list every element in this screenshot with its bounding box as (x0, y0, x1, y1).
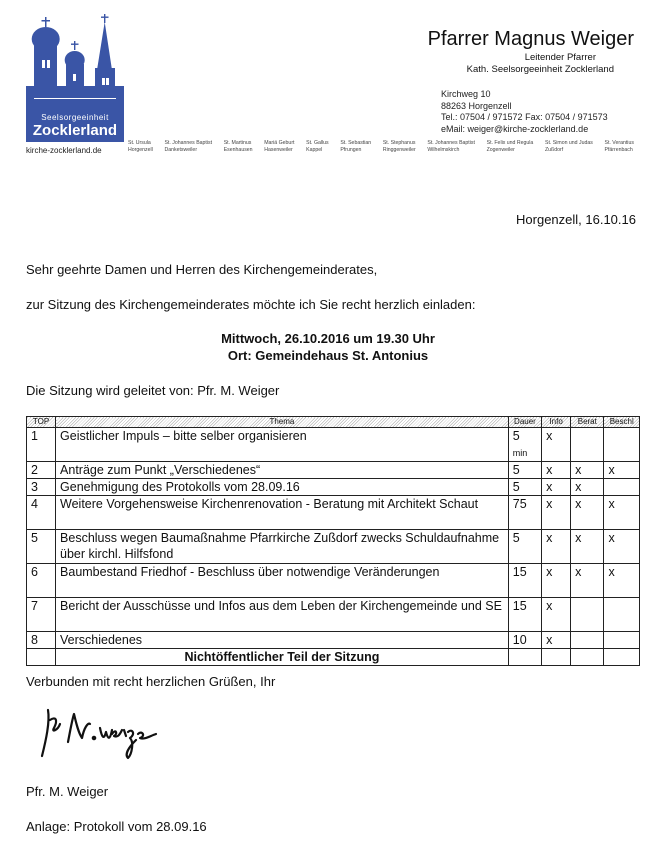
nonpublic-label: Nichtöffentlicher Teil der Sitzung (56, 649, 509, 666)
parish-place: Kappel (306, 147, 323, 153)
cell-info: x (542, 496, 571, 530)
cell-thema: Genehmigung des Protokolls vom 28.09.16 (56, 479, 509, 496)
header-berat: Berat (571, 417, 604, 428)
cell-info: x (542, 479, 571, 496)
letter-date: Horgenzell, 16.10.16 (516, 212, 636, 227)
cell-beschl: x (604, 530, 640, 564)
table-row (27, 479, 640, 496)
cell-beschl: x (604, 462, 640, 479)
cell-thema: Bericht der Ausschüsse und Infos aus dem Leben der Kirchengemeinde und SE (56, 598, 509, 632)
cell-empty (542, 649, 571, 666)
cell-dauer: 5 (508, 479, 541, 496)
cell-beschl (604, 598, 640, 632)
parish-place: Danketsweiler (164, 147, 198, 153)
cell-thema: Baumbestand Friedhof - Beschluss über notwendige Veränderungen (56, 564, 509, 598)
cell-berat: x (571, 479, 604, 496)
parish-name: St. Verantius (604, 140, 634, 146)
chair-text: Die Sitzung wird geleitet von: Pfr. M. Weiger (26, 383, 280, 398)
parish-name: St. Stephanus (382, 140, 416, 146)
cell-dauer: 10 (508, 632, 541, 649)
address-email: eMail: weiger@kirche-zocklerland.de (441, 123, 589, 134)
cell-info: x (542, 530, 571, 564)
cell-top: 2 (27, 462, 56, 479)
parish-item (427, 140, 475, 154)
agenda-table (26, 416, 640, 666)
header-thema: Thema (56, 417, 509, 428)
cell-info: x (542, 428, 571, 462)
cell-top: 8 (27, 632, 56, 649)
parish-place: Pfärrenbach (604, 147, 633, 153)
cell-berat: x (571, 530, 604, 564)
cell-top: 5 (27, 530, 56, 564)
cell-beschl (604, 428, 640, 462)
parish-name: St. Felix und Regula (486, 140, 534, 146)
table-row (27, 530, 640, 564)
cell-berat (571, 428, 604, 462)
header-top: TOP (27, 417, 56, 428)
cell-info: x (542, 564, 571, 598)
parish-place: Hasenweiler (264, 147, 293, 153)
parish-place: Zußdorf (544, 147, 564, 153)
cell-berat: x (571, 462, 604, 479)
table-row (27, 496, 640, 530)
cell-empty (27, 649, 56, 666)
parish-item (264, 140, 294, 154)
cell-dauer: 5 (508, 462, 541, 479)
parish-item (224, 140, 253, 154)
parish-name: St. Gallus (306, 140, 329, 146)
parish-item (306, 140, 329, 154)
cell-info: x (542, 598, 571, 632)
parish-item (128, 140, 153, 154)
parish-item (545, 140, 593, 154)
meeting-place: Ort: Gemeindehaus St. Antonius (227, 348, 429, 363)
cell-dauer (508, 428, 541, 462)
parish-name: St. Sebastian (340, 140, 372, 146)
sender-name: Pfarrer Magnus Weiger (427, 28, 634, 50)
cell-empty (571, 649, 604, 666)
nonpublic-row (27, 649, 640, 666)
salutation: Sehr geehrte Damen und Herren des Kirchengemeinderates, (26, 262, 378, 277)
logo-band-title: Zocklerland (32, 122, 118, 139)
cell-berat: x (571, 564, 604, 598)
cell-dauer: 5 (508, 530, 541, 564)
cell-thema: Beschluss wegen Baumaßnahme Pfarrkirche Zußdorf zwecks Schuldaufnahme über kirchl. Hilfsfond (56, 530, 509, 564)
cell-dauer: 15 (508, 564, 541, 598)
parish-name: St. Martinus (223, 140, 252, 146)
table-row (27, 428, 640, 462)
dauer-value: 5 (512, 429, 520, 443)
closing-text: Verbunden mit recht herzlichen Grüßen, Ihr (26, 674, 276, 689)
logo-band (26, 110, 124, 142)
table-row (27, 462, 640, 479)
parish-name: St. Johannes Baptist (164, 140, 213, 146)
address-city: 88263 Horgenzell (441, 100, 512, 111)
handwritten-signature (38, 706, 162, 762)
dauer-unit: min (512, 448, 528, 458)
cell-dauer: 75 (508, 496, 541, 530)
signer-name: Pfr. M. Weiger (26, 784, 109, 799)
cell-beschl: x (604, 564, 640, 598)
cell-top: 6 (27, 564, 56, 598)
logo-url: kirche-zocklerland.de (26, 146, 102, 155)
parish-item (164, 140, 212, 154)
header-info: Info (542, 417, 571, 428)
parish-item (340, 140, 371, 154)
cell-top: 4 (27, 496, 56, 530)
cell-top: 3 (27, 479, 56, 496)
parish-list (128, 140, 634, 154)
cell-beschl (604, 479, 640, 496)
attachment-text: Anlage: Protokoll vom 28.09.16 (26, 819, 207, 834)
parish-item (487, 140, 534, 154)
header-beschl: Beschl (604, 417, 640, 428)
parish-place: Wilhelmskirch (427, 147, 460, 153)
sender-address (441, 89, 608, 135)
parish-item (605, 140, 634, 154)
parish-logo (26, 14, 124, 155)
parish-name: St. Simon und Judas (544, 140, 593, 146)
parish-name: St. Johannes Baptist (427, 140, 475, 146)
cell-beschl (604, 632, 640, 649)
meeting-date: Mittwoch, 26.10.2016 um 19.30 Uhr (221, 331, 435, 346)
parish-place: Pfrungen (340, 147, 362, 153)
sender-unit: Kath. Seelsorgeeinheit Zocklerland (466, 64, 614, 75)
parish-item (383, 140, 416, 154)
address-phone: Tel.: 07504 / 971572 Fax: 07504 / 971573 (441, 112, 608, 122)
cell-dauer: 15 (508, 598, 541, 632)
cell-empty (604, 649, 640, 666)
cell-berat (571, 632, 604, 649)
cell-top: 7 (27, 598, 56, 632)
logo-band-small: Seelsorgeeinheit (41, 113, 109, 122)
cell-top: 1 (27, 428, 56, 462)
cell-thema: Weitere Vorgehensweise Kirchenrenovation - Beratung mit Architekt Schaut (56, 496, 509, 530)
parish-place: Ringgenweiler (382, 147, 416, 153)
church-towers-icon (26, 14, 124, 110)
parish-place: Esenhausen (223, 147, 253, 153)
cell-beschl: x (604, 496, 640, 530)
header-dauer: Dauer (508, 417, 541, 428)
table-row (27, 598, 640, 632)
cell-thema: Anträge zum Punkt „Verschiedenes“ (56, 462, 509, 479)
table-row (27, 564, 640, 598)
cell-thema: Geistlicher Impuls – bitte selber organisieren (56, 428, 509, 462)
table-header-row (27, 417, 640, 428)
parish-place: Zogenweiler (486, 147, 515, 153)
cell-info: x (542, 632, 571, 649)
cell-thema: Verschiedenes (56, 632, 509, 649)
cell-berat: x (571, 496, 604, 530)
address-street: Kirchweg 10 (441, 89, 491, 99)
parish-name: Mariä Geburt (264, 140, 295, 146)
parish-place: Horgenzell (128, 147, 153, 153)
parish-name: St. Ursula (128, 140, 151, 146)
cell-info: x (542, 462, 571, 479)
cell-empty (508, 649, 541, 666)
sender-role: Leitender Pfarrer (524, 52, 596, 63)
intro-text: zur Sitzung des Kirchengemeinderates möchte ich Sie recht herzlich einladen: (26, 297, 476, 312)
table-row (27, 632, 640, 649)
cell-berat (571, 598, 604, 632)
